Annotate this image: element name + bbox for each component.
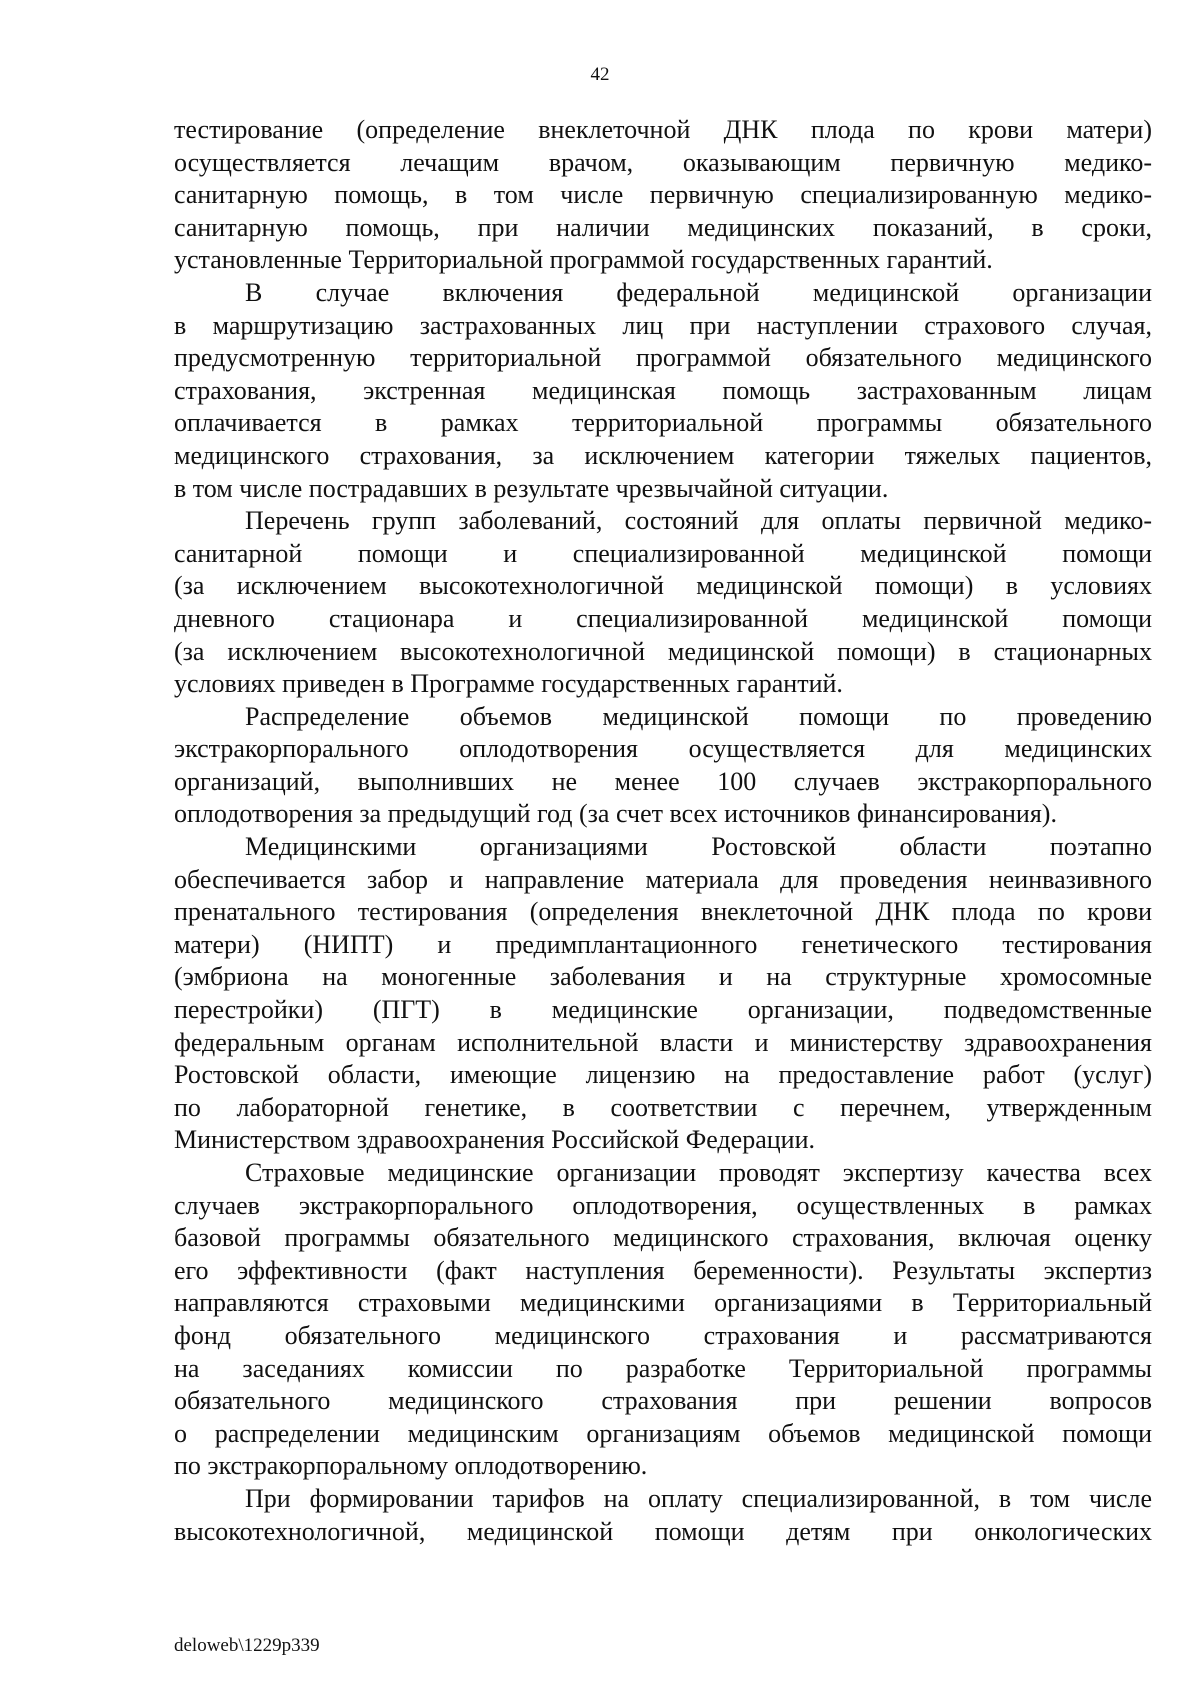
page-number: 42 (590, 64, 610, 85)
text-line: Страховые медицинские организации проводят экспертизу качества всех (245, 1158, 1152, 1187)
text-line: установленные Территориальной программой государственных гарантий. (174, 245, 993, 275)
document-body (174, 114, 1152, 1548)
text-line: В случае включения федеральной медицинской организации (245, 277, 1152, 307)
text-line: направляются страховыми медицинскими организациями в Территориальный (174, 1288, 1152, 1318)
text-line: дневного стационара и специализированной медицинской помощи (174, 603, 1152, 633)
text-line: матери) (НИПТ) и предимплантационного генетического тестирования (174, 929, 1152, 959)
text-line: фонд обязательного медицинского страхования и рассматриваются (174, 1320, 1152, 1350)
text-line: организаций, выполнивших не менее 100 случаев экстракорпорального (174, 766, 1152, 796)
text-line: оплачивается в рамках территориальной программы обязательного (174, 408, 1152, 438)
text-line: случаев экстракорпорального оплодотворения, осуществленных в рамках (174, 1190, 1152, 1220)
text-line: по лабораторной генетике, в соответствии с перечнем, утвержденным (174, 1092, 1152, 1122)
text-line: (эмбриона на моногенные заболевания и на структурные хромосомные (174, 962, 1152, 992)
text-line: пренатального тестирования (определения внеклеточной ДНК плода по крови (174, 897, 1152, 927)
text-line: Министерством здравоохранения Российской Федерации. (174, 1125, 815, 1155)
paragraph (174, 1157, 1152, 1483)
paragraph (174, 701, 1152, 831)
paragraph (174, 114, 1152, 277)
text-line: его эффективности (факт наступления беременности). Результаты экспертиз (174, 1255, 1152, 1285)
text-line: (за исключением высокотехнологичной медицинской помощи) в условиях (174, 571, 1152, 601)
text-line: предусмотренную территориальной программой обязательного медицинского (174, 343, 1152, 373)
text-line: осуществляется лечащим врачом, оказывающим первичную медико- (174, 147, 1152, 177)
text-line: Перечень групп заболеваний, состояний для оплаты первичной медико- (245, 506, 1152, 536)
text-line: санитарной помощи и специализированной медицинской помощи (174, 538, 1152, 568)
text-line: условиях приведен в Программе государственных гарантий. (174, 669, 843, 699)
text-line: медицинского страхования, за исключением категории тяжелых пациентов, (174, 440, 1152, 470)
text-line: При формировании тарифов на оплату специализированной, в том числе (245, 1483, 1152, 1513)
text-line: федеральным органам исполнительной власти и министерству здравоохранения (174, 1027, 1152, 1057)
text-line: в маршрутизацию застрахованных лиц при наступлении страхового случая, (174, 310, 1152, 340)
text-line: базовой программы обязательного медицинского страхования, включая оценку (174, 1223, 1152, 1253)
text-line: перестройки) (ПГТ) в медицинские организации, подведомственные (174, 995, 1152, 1025)
text-line: страхования, экстренная медицинская помощь застрахованным лицам (174, 375, 1152, 405)
text-line: тестирование (определение внеклеточной ДНК плода по крови матери) (174, 115, 1152, 144)
text-line: экстракорпорального оплодотворения осуществляется для медицинских (174, 734, 1152, 764)
text-line: обеспечивается забор и направление материала для проведения неинвазивного (174, 864, 1152, 894)
footer-document-id: deloweb\1229p339 (174, 1635, 320, 1656)
paragraph (174, 1483, 1152, 1548)
text-line: обязательного медицинского страхования при решении вопросов (174, 1386, 1152, 1416)
text-line: Медицинскими организациями Ростовской области поэтапно (245, 832, 1152, 862)
text-line: на заседаниях комиссии по разработке Территориальной программы (174, 1353, 1152, 1383)
paragraph (174, 277, 1152, 505)
text-line: в том числе пострадавших в результате чрезвычайной ситуации. (174, 473, 889, 503)
paragraph (174, 505, 1152, 701)
text-line: санитарную помощь, при наличии медицинских показаний, в сроки, (174, 212, 1152, 242)
text-line: санитарную помощь, в том числе первичную специализированную медико- (174, 180, 1152, 210)
text-line: о распределении медицинским организациям объемов медицинской помощи (174, 1418, 1152, 1448)
text-line: (за исключением высокотехнологичной медицинской помощи) в стационарных (174, 636, 1152, 666)
text-line: Ростовской области, имеющие лицензию на предоставление работ (услуг) (174, 1060, 1152, 1090)
text-line: по экстракорпоральному оплодотворению. (174, 1451, 648, 1481)
text-line: высокотехнологичной, медицинской помощи детям при онкологических (174, 1516, 1152, 1546)
paragraph (174, 831, 1152, 1157)
text-line: оплодотворения за предыдущий год (за счет всех источников финансирования). (174, 799, 1057, 829)
text-line: Распределение объемов медицинской помощи по проведению (245, 701, 1152, 731)
